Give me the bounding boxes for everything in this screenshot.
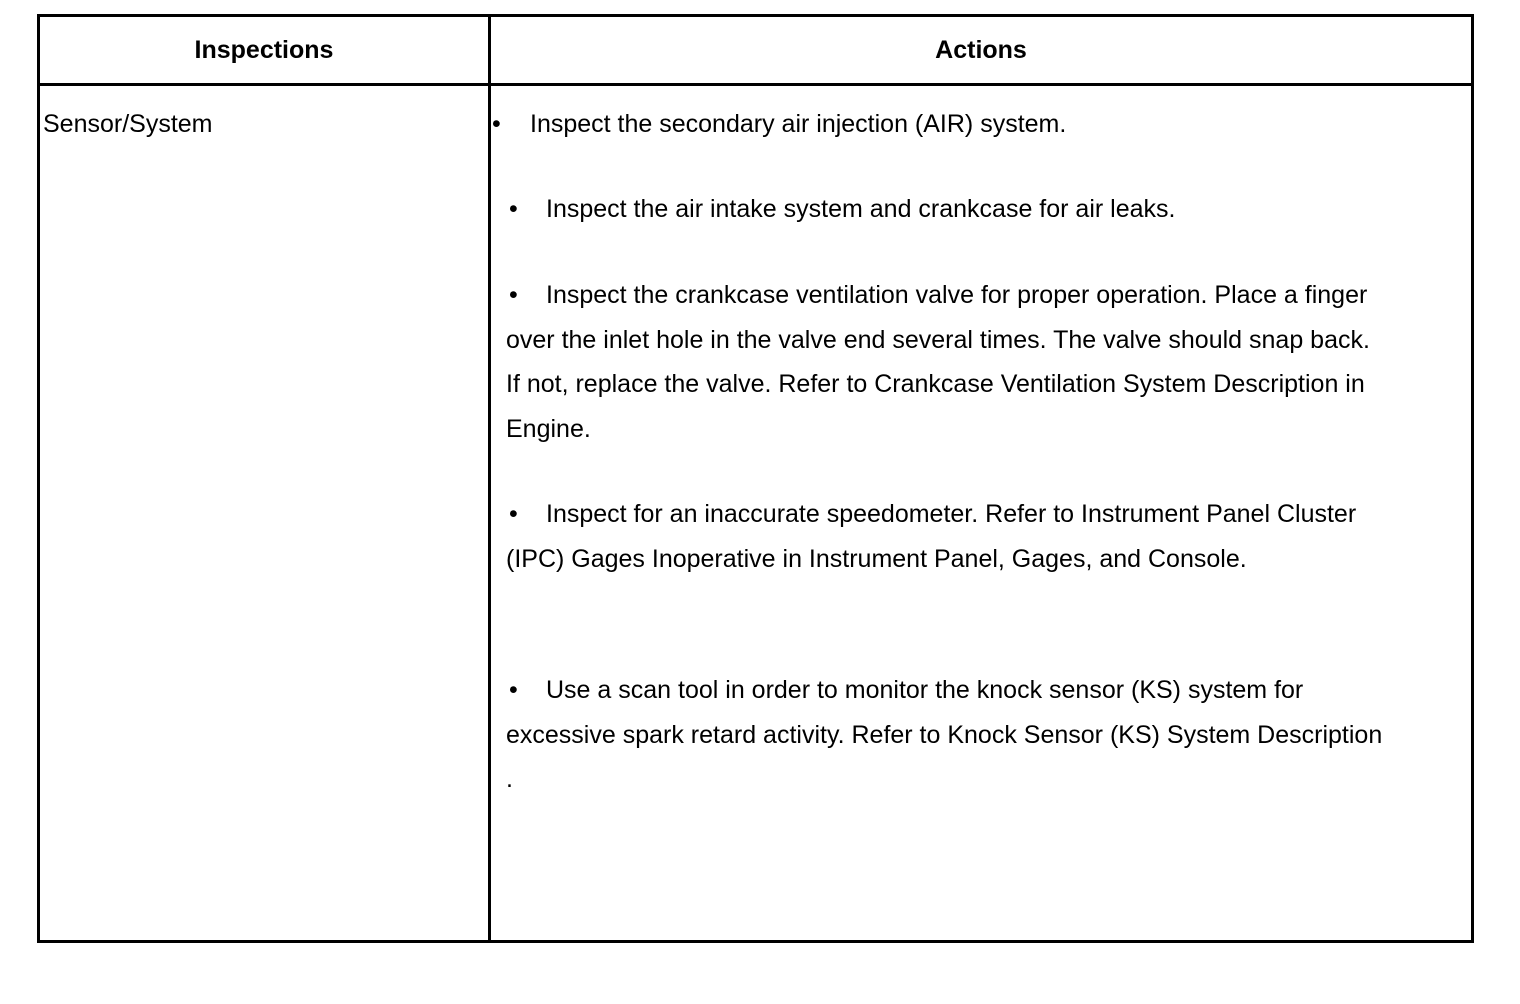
action-text: Inspect the air intake system and crankcase for air leaks. (546, 195, 1176, 223)
action-text: Inspect the secondary air injection (AIR) system. (530, 110, 1067, 138)
action-item (506, 668, 1386, 802)
bullet: • (509, 500, 518, 528)
header-inspections: Inspections (194, 35, 334, 64)
action-item (506, 187, 1386, 232)
actions-cell (491, 17, 1471, 940)
bullet: • (509, 676, 518, 704)
inspection-table (37, 14, 1474, 943)
bullet: • (509, 281, 518, 309)
header-actions: Actions (935, 35, 1027, 64)
action-item (506, 273, 1386, 451)
action-text: Inspect the crankcase ventilation valve for proper operation. Place a finger over the inlet hole in the valve end several times. The valve should snap back. If not, replace the valve. Refer to Crankcase Ventilation System Description in Engine. (506, 281, 1370, 443)
action-item (491, 109, 1066, 139)
action-text: Use a scan tool in order to monitor the knock sensor (KS) system for excessive spark retard activity. Refer to Knock Sensor (KS) System Description . (506, 676, 1383, 793)
action-item (506, 492, 1386, 581)
inspection-cell: Sensor/System (43, 110, 213, 138)
bullet: • (509, 195, 518, 223)
bullet: • (492, 110, 501, 138)
action-text: Inspect for an inaccurate speedometer. Refer to Instrument Panel Cluster (IPC) Gages Inoperative in Instrument Panel, Gages, and Console. (506, 500, 1357, 573)
